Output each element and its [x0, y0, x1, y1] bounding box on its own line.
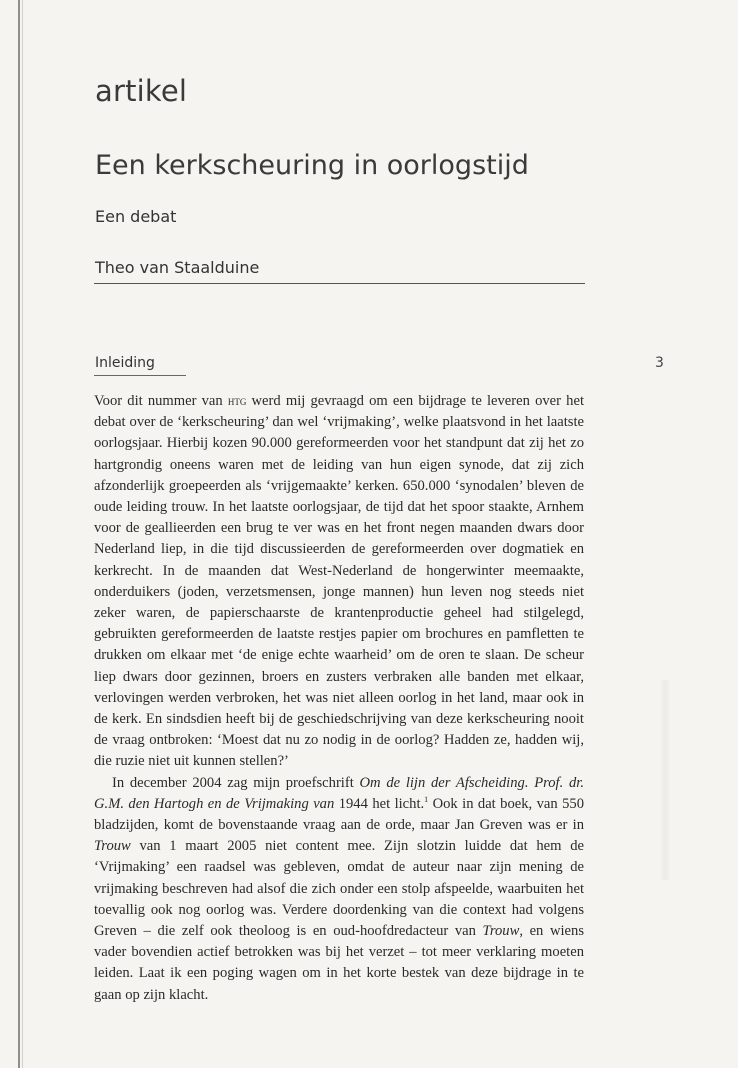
- section-heading: Inleiding: [95, 355, 155, 371]
- article-subtitle: Een debat: [95, 207, 177, 226]
- footnote-marker: 1: [424, 794, 429, 804]
- newspaper-name: Trouw: [482, 923, 520, 940]
- paragraph-1-text-b: werd mij gevraagd om een bijdrage te leveren over het debat over de ‘kerkscheuring’ dan wel ‘vrijmaking’, welke plaatsvond in het laatste oorlogsjaar. Hierbij kozen 90.000 gereformeerden voor het standpunt dat zij het zo hartgrondig oneens waren met de leiding van hun eigen synode, dat zij zich afzonderlijk groepeerden als ‘vrijgemaakte’ kerken. 650.000 ‘synodalen’ bleven de oude leiding trouw. In het laatste oorlogsjaar, de tijd dat het spoor staakte, Arnhem voor de geallieerden een brug te ver was en het front negen maanden dwars door Nederland liep, in die tijd discussieerden de gereformeerden over dogmatiek en kerkrecht. In de maanden dat West-Nederland de hongerwinter meemaakte, onderduikers (joden, verzetsmensen, jonge mannen) hun leven nog steeds niet zeker waren, de papierschaarste de krantenproductie geheel had stilgelegd, gebruikten gereformeerden de laatste restjes papier om brochures en pamfletten te drukken om elkaar met ‘de enige echte waarheid’ om de oren te slaan. De scheur liep dwars door gezinnen, broers en zusters verbraken alle banden met elkaar, verlovingen werden verbroken, het was niet alleen oorlog in het land, maar ook in de kerk. En sindsdien heeft bij de geschiedschrijving van deze kerkscheuring nooit de vraag ontbroken: ‘Moest dat nu zo nodig in de oorlog? Hadden ze, hadden wij, die ruzie niet uit kunnen stellen?’: [94, 393, 584, 770]
- page-spine-line: [18, 0, 20, 1068]
- title-divider: [94, 283, 585, 284]
- paragraph-2-text-c: Ook in dat boek, van 550 bladzijden, komt de bovenstaande vraag aan de orde, maar Jan Greven was er in: [94, 795, 584, 834]
- page-number: 3: [655, 355, 664, 371]
- paragraph-2-text-e: , en wiens vader bovendien actief betrokken was bij het verzet – tot meer verklaring moeten leiden. Laat ik een poging wagen om in het korte bestek van deze bijdrage in te gaan op zijn klacht.: [94, 923, 584, 1003]
- page-scan-shadow: [659, 680, 671, 880]
- paragraph-2-text-b: 1944 het licht.: [334, 795, 425, 812]
- journal-abbreviation: htg: [227, 393, 247, 408]
- newspaper-name: Trouw: [94, 838, 131, 855]
- dissertation-title: Om de lijn der Afscheiding. Prof. dr. G.M. den Hartogh en de Vrijmaking van: [94, 774, 584, 812]
- page-spine-shadow: [22, 0, 23, 1068]
- body-paragraph-2: [94, 773, 584, 1006]
- paragraph-1-text-a: Voor dit nummer van: [94, 393, 228, 409]
- article-title: Een kerkscheuring in oorlogstijd: [95, 150, 529, 181]
- body-paragraph-1: [94, 390, 584, 773]
- section-heading-underline: [94, 375, 186, 376]
- paragraph-2-text-d: van 1 maart 2005 niet content mee. Zijn slotzin luidde dat hem de ‘Vrijmaking’ een raadsel was gebleven, omdat de auteur naar zijn mening de vrijmaking beschreven had alsof die zich onder een stolp afspeelde, waarbuiten het toevallig ook nog oorlog was. Verdere doordenking van die context had volgens Greven – die zelf ook theoloog is en oud-hoofdredacteur van: [94, 838, 584, 940]
- paragraph-2-text-a: In december 2004 zag mijn proefschrift: [112, 774, 360, 791]
- article-body: [94, 390, 584, 1006]
- article-author: Theo van Staalduine: [95, 258, 260, 277]
- section-label: artikel: [95, 74, 188, 108]
